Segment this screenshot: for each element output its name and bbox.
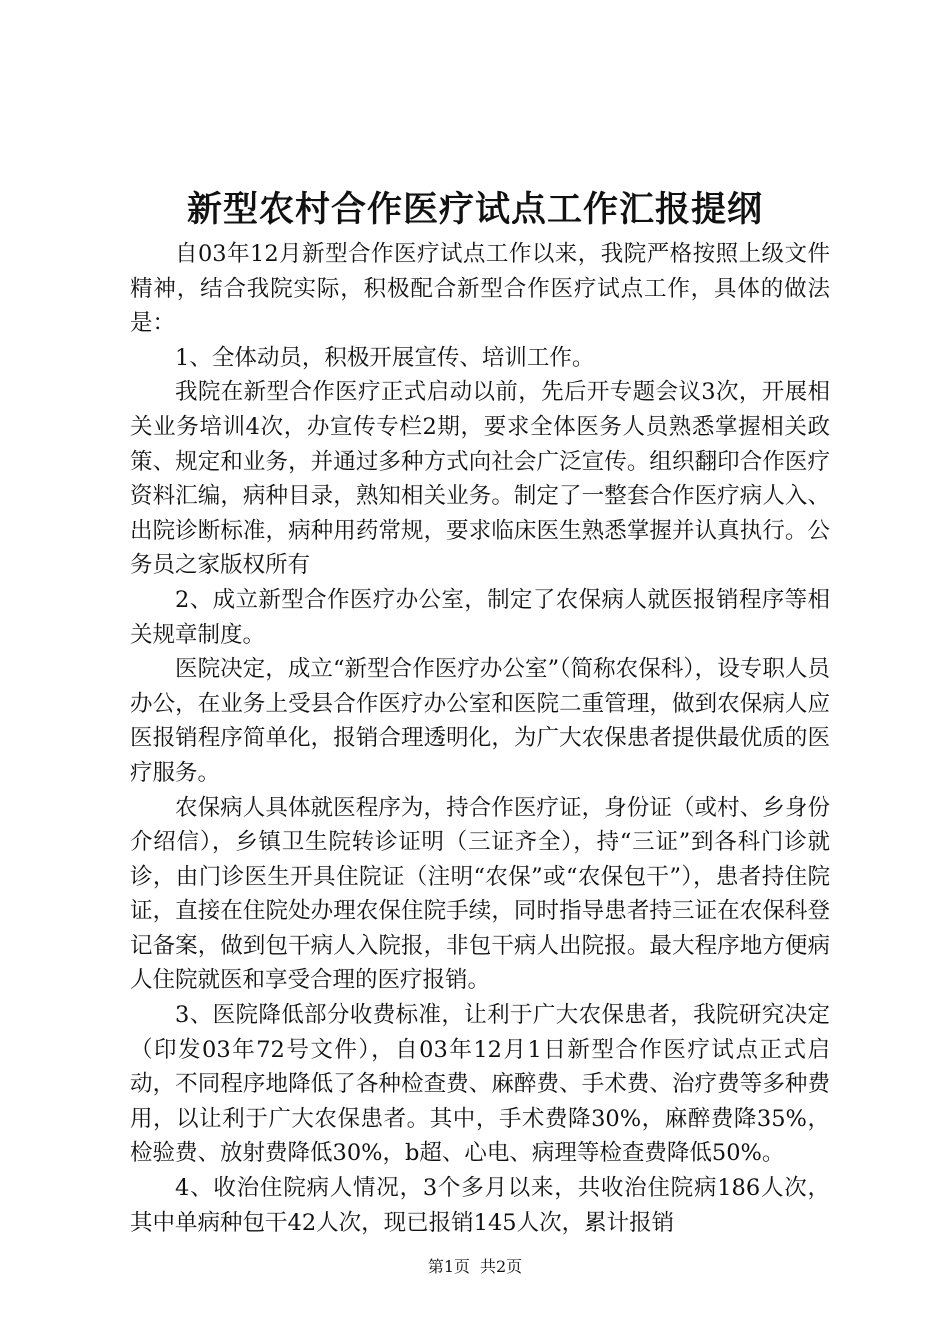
- paragraph-training: 我院在新型合作医疗正式启动以前，先后开专题会议3次，开展相关业务培训4次，办宣传专栏2期，要求全体医务人员熟悉掌握相关政策、规定和业务，并通过多种方式向社会广泛宣传。组织翻印合作医疗资料汇编，病种目录，熟知相关业务。制定了一整套合作医疗病人入、出院诊断标准，病种用药常规，要求临床医生熟悉掌握并认真执行。公务员之家版权所有: [130, 379, 830, 579]
- document-title: 新型农村合作医疗试点工作汇报提纲: [186, 189, 763, 230]
- section-heading-2: 2、成立新型合作医疗办公室，制定了农保病人就医报销程序等相关规章制度。: [130, 586, 830, 648]
- page-number: 第1页: [427, 1257, 470, 1276]
- section-heading-1: 1、全体动员，积极开展宣传、培训工作。: [175, 344, 595, 371]
- page-footer: [0, 1255, 950, 1279]
- section-heading-3: 3、医院降低部分收费标准，让利于广大农保患者，我院研究决定（印发03年72号文件），自03年12月1日新型合作医疗试点正式启动，不同程序地降低了各种检查费、麻醉费、手术费、治疗费等多种费用，以让利于广大农保患者。其中，手术费降30%，麻醉费降35%，检验费、放射费降低30%，b超、心电、病理等检查费降低50%。: [130, 1002, 830, 1167]
- paragraph-office: 医院决定，成立“新型合作医疗办公室”（简称农保科），设专职人员办公，在业务上受县合作医疗办公室和医院二重管理，做到农保病人应医报销程序简单化，报销合理透明化，为广大农保患者提供最优质的医疗服务。: [130, 656, 830, 786]
- paragraph-procedure: 农保病人具体就医程序为，持合作医疗证，身份证（或村、乡身份介绍信），乡镇卫生院转诊证明（三证齐全），持“三证”到各科门诊就诊，由门诊医生开具住院证（注明“农保”或“农保包干”），患者持住院证，直接在住院处办理农保住院手续，同时指导患者持三证在农保科登记备案，做到包干病人入院报，非包干病人出院报。最大程序地方便病人住院就医和享受合理的医疗报销。: [130, 794, 830, 994]
- paragraph-intro: 自03年12月新型合作医疗试点工作以来，我院严格按照上级文件精神，结合我院实际，积极配合新型合作医疗试点工作，具体的做法是：: [130, 241, 830, 337]
- page-total: 共2页: [480, 1257, 523, 1276]
- document-body: [130, 237, 830, 1240]
- section-heading-4: 4、收治住院病人情况，3个多月以来，共收治住院病186人次，其中单病种包干42人次，现已报销145人次，累计报销: [130, 1175, 830, 1236]
